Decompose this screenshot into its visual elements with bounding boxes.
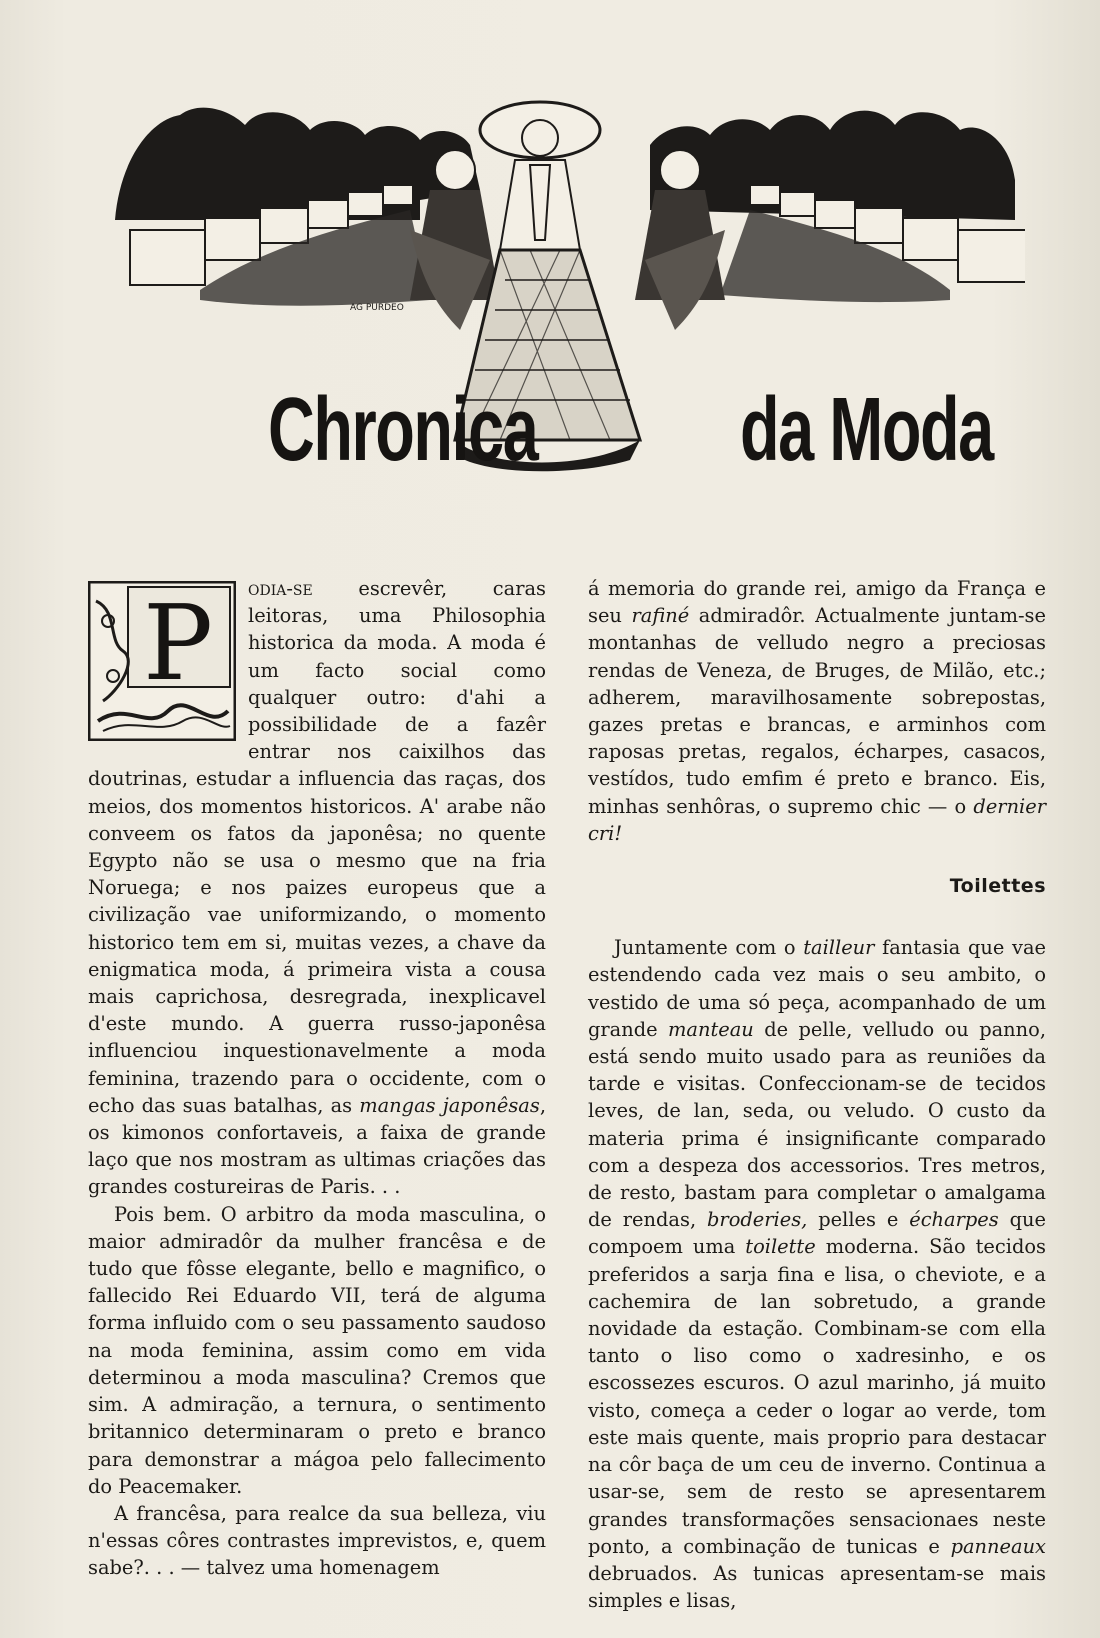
title-left: Chronica xyxy=(268,380,538,480)
italic-term: écharpes xyxy=(909,1208,999,1232)
text-run: Juntamente com o xyxy=(614,936,804,960)
article-column-right xyxy=(588,575,1046,1614)
dropcap-letter: P xyxy=(143,582,213,704)
italic-term: toilette xyxy=(745,1235,816,1259)
text-run: de pelle, velludo ou panno, está sendo muito usado para as reuniões da tarde e visitas. Confeccionam-se de tecidos leves, de lan, seda, ou veludo. O custo da materia prima é insignificante comparado com a despeza dos accessorios. Tres metros, de resto, bastam para completar o amalgama de rendas, xyxy=(588,1017,1046,1232)
paragraph-2: Pois bem. O arbitro da moda masculina, o maior admiradôr da mulher francêsa e de tudo que fôsse elegante, bello e magnifico, o fallecido Rei Eduardo VII, terá de alguma forma influido com o seu passamento saudoso na moda feminina, assim como em vida determinou a moda masculina? Cremos que sim. A admiração, a ternura, o sentimento britannico determinaram o preto e branco para demonstrar a mágoa pelo fallecimento do Peacemaker. xyxy=(88,1202,546,1498)
italic-term: tailleur xyxy=(803,936,875,960)
title-right: da Moda xyxy=(740,380,993,480)
italic-term: manteau xyxy=(668,1017,754,1041)
italic-term: broderies, xyxy=(707,1208,808,1232)
paragraph-4-b: admiradôr. Actualmente juntam-se montanhas de velludo negro a preciosas rendas de Veneza, de Bruges, de Milão, etc.; adherem, maravilhosamente sobrepostas, gazes pretas e brancas, e arminhos com raposas pretas, regalos, écharpes, casacos, vestídos, tudo emfim é preto e branco. Eis, minhas senhôras, o supremo chic — o xyxy=(588,604,1046,818)
paragraph-5 xyxy=(588,934,1046,1614)
text-run: debruados. As tunicas apresentam-se mais simples e lisas, xyxy=(588,1561,1046,1613)
ornamental-initial-p xyxy=(88,581,236,741)
paragraph-4-a: á memoria do grande rei, amigo da França e seu xyxy=(588,577,1046,628)
text-run: pelles e xyxy=(807,1208,910,1232)
paragraph-3: A francêsa, para realce da sua belleza, viu n'essas côres contrastes imprevistos, e, quem sabe?. . . — talvez uma homenagem xyxy=(88,1501,546,1580)
artist-signature: AG PURDEO xyxy=(350,303,404,313)
italic-term: panneaux xyxy=(950,1534,1046,1558)
lead-in: odia-se xyxy=(248,577,313,600)
text-run: que compoem uma xyxy=(588,1208,1046,1259)
paragraph-1-text: escrevêr, caras leitoras, uma Philosophia historica da moda. A moda é um facto social como qualquer outro: d'ahi a possibilidade de a fazêr entrar nos caixilhos das doutrinas, estudar a influencia das raças, dos meios, dos momentos historicos. A' arabe não conveem os fatos da japonêsa; no quente Egypto não se usa o mesmo que na fria Noruega; e nos paizes europeus que a civilização vae uniformizando, o momento historico tem em si, muitas vezes, a chave da enigmatica moda, á primeira vista a cousa mais caprichosa, desregrada, inexplicavel d'este mundo. A guerra russo-japonêsa influenciou inquestionavelmente a moda feminina, trazendo para o occidente, com o echo das suas batalhas, as xyxy=(88,577,546,1117)
section-title: Toilettes xyxy=(949,875,1046,898)
italic-term: rafiné xyxy=(631,604,690,628)
paragraph-1-end: , os kimonos confortaveis, a faixa de grande laço que nos mostram as ultimas criações das grandes costureiras de Paris. . . xyxy=(88,1093,546,1199)
text-run: fantasia que vae estendendo cada vez mais o seu ambito, o vestido de uma só peça, acompanhado de um grande xyxy=(588,936,1047,1041)
italic-term: dernier cri! xyxy=(588,794,1046,845)
italic-term: mangas japonêsas xyxy=(359,1093,540,1117)
article-column-left xyxy=(88,575,546,1582)
text-run: moderna. São tecidos preferidos a sarja fina e lisa, o cheviote, e a cachemira de lan sobretudo, a grande novidade da estação. Combinam-se com ella tanto o liso como o xadresinho, e os escossezes escuros. O azul marinho, já muito visto, começa a ceder o logar ao verde, tom este mais quente, mais proprio para destacar na côr baça de um ceu de inverno. Continua a usar-se, sem de resto se apresentarem grandes transformações sensacionaes neste ponto, a combinação de tunicas e xyxy=(588,1235,1046,1558)
paragraph-4 xyxy=(588,575,1046,847)
